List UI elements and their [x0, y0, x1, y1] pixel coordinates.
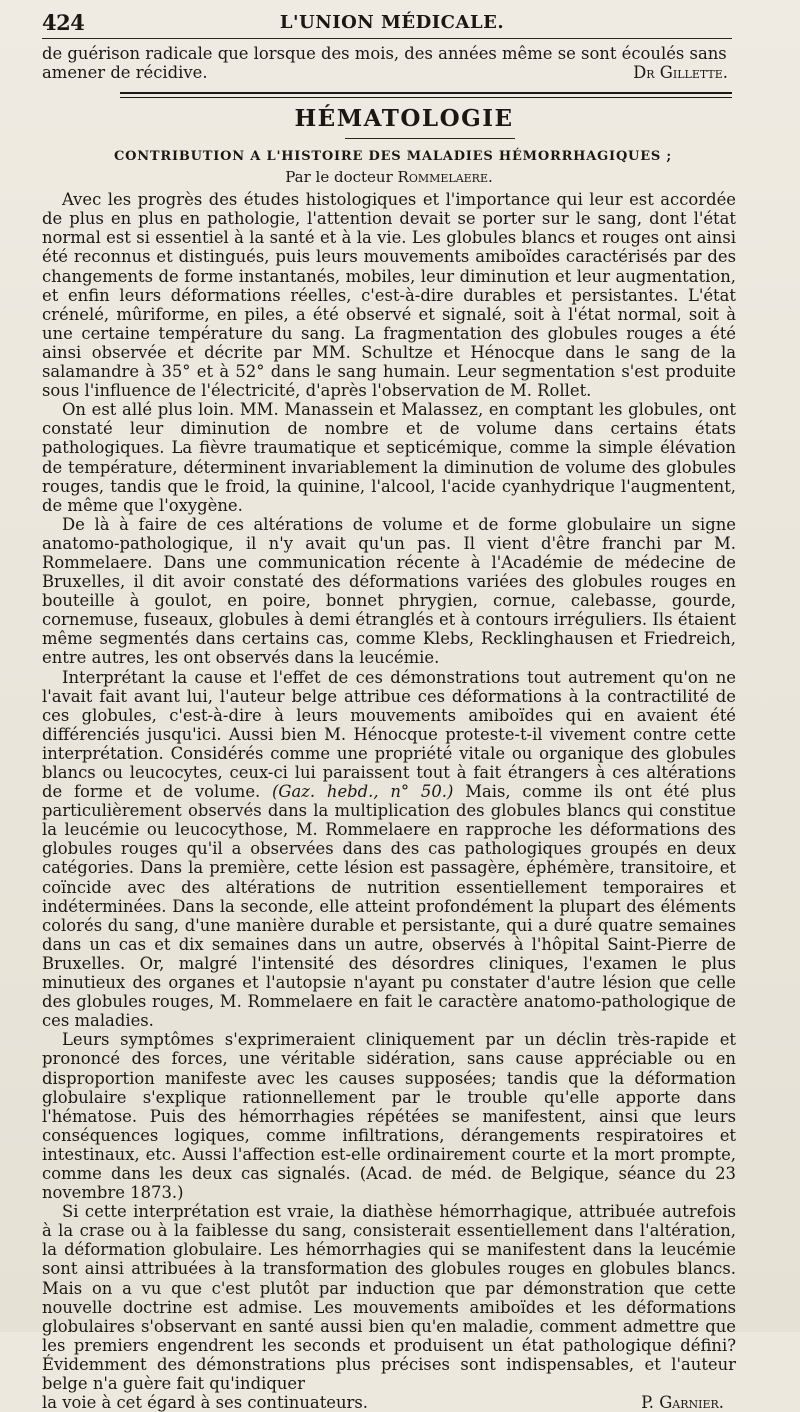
article-paragraph-2: On est allé plus loin. MM. Manassein et Malassez, en comptant les globules, ont constaté leur diminution de nombre et de volume dans certains états pathologiques. La fièvre traumatique et septicémique, comme la simple élévation de température, déterminent invariablement la diminution de volume des globules rouges, tandis que le froid, la quinine, l'alcool, l'acide cyanhydrique l'augmentent, de même que l'oxygène.: [42, 400, 736, 515]
article-byline: [42, 168, 736, 187]
preceding-article-signature: Dr Gillette.: [633, 63, 728, 83]
article-signature: P. Garnier.: [641, 1393, 724, 1412]
section-title-rule: [345, 138, 515, 139]
citation-gaz-hebd: (Gaz. hebd., n° 50.): [272, 782, 454, 802]
article-paragraph-5: Leurs symptômes s'exprimeraient cliniquement par un déclin très-rapide et prononcé des forces, une véritable sidération, sans cause appréciable ou en disproportion manifeste avec les causes supposées; tandis que la déformation globulaire s'explique rationnellement par le trouble qu'elle apporte dans l'hématose. Puis des hémorrhagies répétées se manifestent, ainsi que leurs conséquences logiques, comme infiltrations, dérangements respiratoires et intestinaux, etc. Aussi l'affection est-elle ordinairement courte et la mort prompte, comme dans les deux cas signalés. (Acad. de méd. de Belgique, séance du 23 novembre 1873.): [42, 1030, 736, 1203]
article-title: CONTRIBUTION A L'HISTOIRE DES MALADIES HÉMORRHAGIQUES ;: [113, 149, 673, 165]
section-title: HÉMATOLOGIE: [294, 105, 514, 133]
page-body: [42, 44, 736, 1412]
article-final-line: la voie à cet égard à ses continuateurs.: [42, 1393, 368, 1412]
article-paragraph-4-continued: Mais, comme ils ont été plus particulièrement observés dans la multiplication des globules blancs qui constitue la leucémie ou leucocythose, M. Rommelaere en rapproche les déformations des globules rouges qu'il a observées dans des cas pathologiques groupés en deux catégories. Dans la première, cette lésion est passagère, éphémère, transitoire, et coïncide avec des altérations de nutrition essentiellement temporaires et indéterminées. Dans la seconde, elle atteint profondément la plupart des éléments colorés du sang, d'une manière durable et persistante, qui a duré quatre semaines dans un cas et dix semaines dans un autre, observés à l'hôpital Saint-Pierre de Bruxelles. Or, malgré l'intensité des désordres cliniques, l'examen le plus minutieux des organes et l'autopsie n'ayant pu constater d'autre lésion que celle des globules rouges, M. Rommelaere en fait le caractère anatomo-pathologique de ces maladies.: [42, 782, 736, 1031]
running-title: L'UNION MÉDICALE.: [279, 12, 505, 33]
article-closing: [42, 1393, 736, 1412]
byline-author: Rommelaere.: [397, 168, 493, 187]
preceding-article-line-2: amener de récidive.: [42, 63, 208, 83]
page-number: 424: [42, 10, 85, 35]
article-paragraph-6: Si cette interprétation est vraie, la diathèse hémorrhagique, attribuée autrefois à la crase ou à la faiblesse du sang, consisterait essentiellement dans l'altération, la déformation globulaire. Les hémorrhagies qui se manifestent dans la leucémie sont ainsi attribuées à la transformation des globules rouges en globules blancs. Mais on a vu que c'est plutôt par induction que par démonstration que cette nouvelle doctrine est admise. Les mouvements amiboïdes et les déformations globulaires s'observant en santé aussi bien qu'en maladie, comment admettre que les premiers engendrent les seconds et produisent un état pathologique défini? Évidemment des démonstrations plus précises sont indispensables, et l'auteur belge n'a guère fait qu'indiquer: [42, 1202, 736, 1393]
header-rule: [42, 38, 732, 39]
article-paragraph-4: [42, 668, 736, 1031]
page-header: [42, 6, 742, 36]
byline-prefix: Par le docteur: [285, 168, 393, 187]
preceding-article-end: [42, 63, 736, 82]
article-paragraph-1: Avec les progrès des études histologiques et l'importance qui leur est accordée de plus en plus en pathologie, l'attention devait se porter sur le sang, dont l'état normal est si essentiel à la santé et à la vie. Les globules blancs et rouges ont ainsi été reconnus et distingués, puis leurs mouvements amiboïdes caractérisés par des changements de forme instantanés, mobiles, leur diminution et leur augmentation, et enfin leurs déformations réelles, c'est-à-dire durables et persistantes. L'état crénelé, mûriforme, en piles, a été observé et signalé, soit à l'état normal, soit à une certaine température du sang. La fragmentation des globules rouges a été ainsi observée et décrite par MM. Schultze et Hénocque dans le sang de la salamandre à 35° et à 52° dans le sang humain. Leur segmentation s'est produite sous l'influence de l'électricité, d'après l'observation de M. Rollet.: [42, 190, 736, 401]
article-paragraph-3: De là à faire de ces altérations de volume et de forme globulaire un signe anatomo-pathologique, il n'y avait qu'un pas. Il vient d'être franchi par M. Rommelaere. Dans une communication récente à l'Académie de médecine de Bruxelles, il dit avoir constaté des déformations variées des globules rouges en bouteille à goulot, en poire, bonnet phrygien, cornue, calebasse, gourde, cornemuse, fuseaux, globules à demi étranglés et à contours irréguliers. Ils étaient même segmentés dans certains cas, comme Klebs, Recklinghausen et Friedreich, entre autres, les ont observés dans la leucémie.: [42, 514, 736, 668]
preceding-article-line-1: de guérison radicale que lorsque des mois, des années même se sont écoulés sans: [42, 44, 727, 63]
section-divider: [120, 92, 732, 98]
article-paragraph-4-text: Interprétant la cause et l'effet de ces démonstrations tout autrement qu'on ne l'avait fait avant lui, l'auteur belge attribue ces déformations à la contractilité de ces globules, c'est-à-dire à leurs mouvements amiboïdes qui en avaient été différenciés jusqu'ici. Aussi bien M. Hénocque proteste-t-il vivement contre cette interprétation. Considérés comme une propriété vitale ou organique des globules blancs ou leucocytes, ceux-ci lui paraissent tout à fait étrangers à ces altérations de forme et de volume.: [42, 667, 736, 802]
